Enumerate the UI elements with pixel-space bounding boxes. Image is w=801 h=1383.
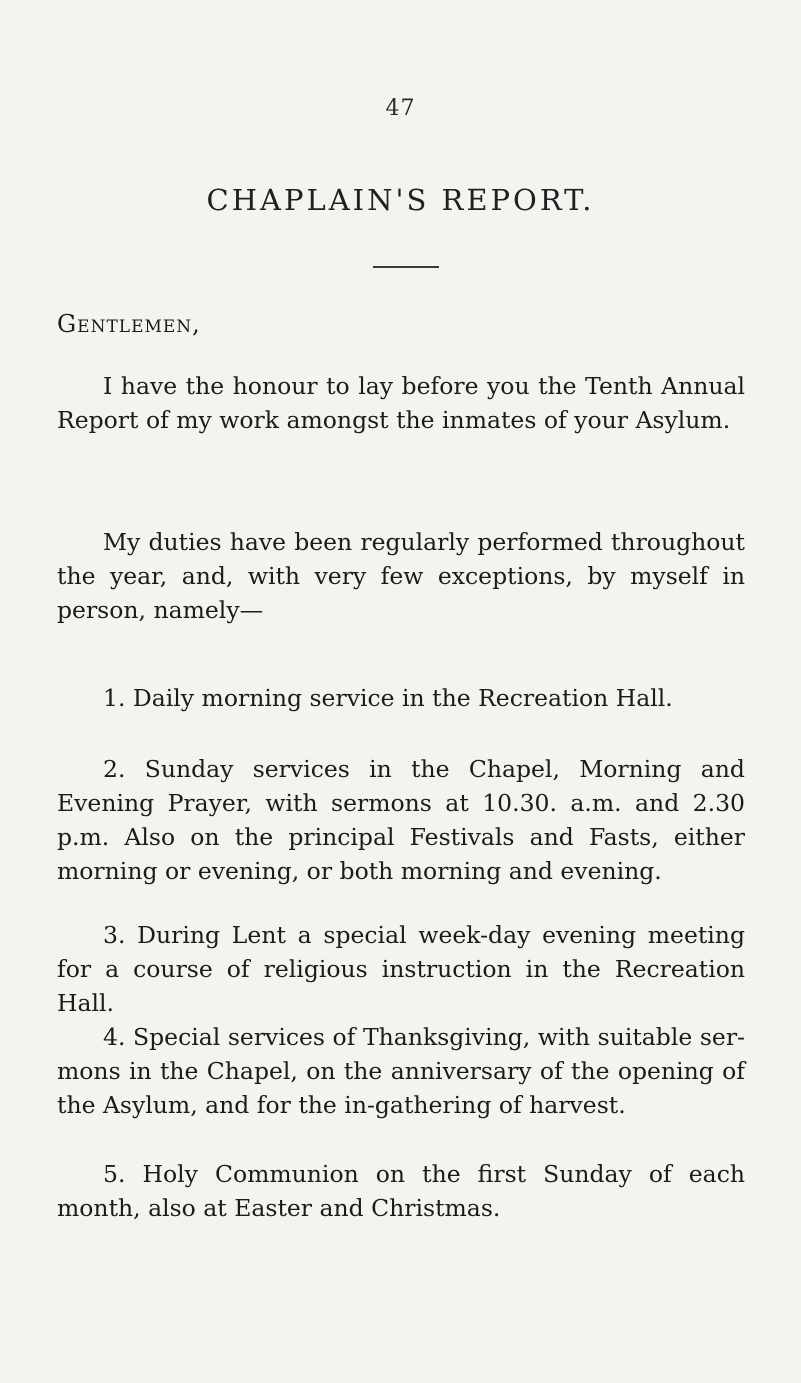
list-item-number: 4. [103, 1023, 126, 1051]
list-item-text: Daily morning service in the Recreation Hall. [132, 684, 673, 712]
title-divider [373, 266, 439, 268]
list-item [57, 918, 745, 1020]
page-number: 47 [385, 96, 416, 121]
list-item-text: During Lent a special week-day evening meeting for a course of religious instruction in the Recreation Hall. [57, 921, 745, 1017]
salutation: Gentlemen, [57, 310, 201, 338]
list-item [57, 681, 745, 715]
intro-paragraph: I have the honour to lay before you the Tenth Annual Report of my work amongst the inmates of your Asylum. [57, 372, 745, 434]
list-item-number: 2. [103, 755, 126, 783]
duties-paragraph: My duties have been regularly performed throughout the year, and, with very few exceptions, by myself in person, namely— [57, 528, 745, 624]
list-item-text: Holy Communion on the first Sunday of each month, also at Easter and Christmas. [57, 1160, 745, 1222]
list-item-number: 1. [103, 684, 126, 712]
list-item [57, 1020, 745, 1122]
list-item-text: Sunday services in the Chapel, Morning and Evening Prayer, with sermons at 10.30. a.m. and 2.30 p.m. Also on the principal Festivals and Fasts, either morning or evening, or both morning and evening. [57, 755, 745, 885]
list-item-number: 3. [103, 921, 126, 949]
list-item [57, 752, 745, 888]
report-title: CHAPLAIN'S REPORT. [206, 183, 595, 217]
list-item [57, 1157, 745, 1225]
list-item-text: Special services of Thanksgiving, with suitable ser-mons in the Chapel, on the anniversary of the opening of the Asylum, and for the in-gathering of harvest. [57, 1023, 745, 1119]
list-item-number: 5. [103, 1160, 126, 1188]
